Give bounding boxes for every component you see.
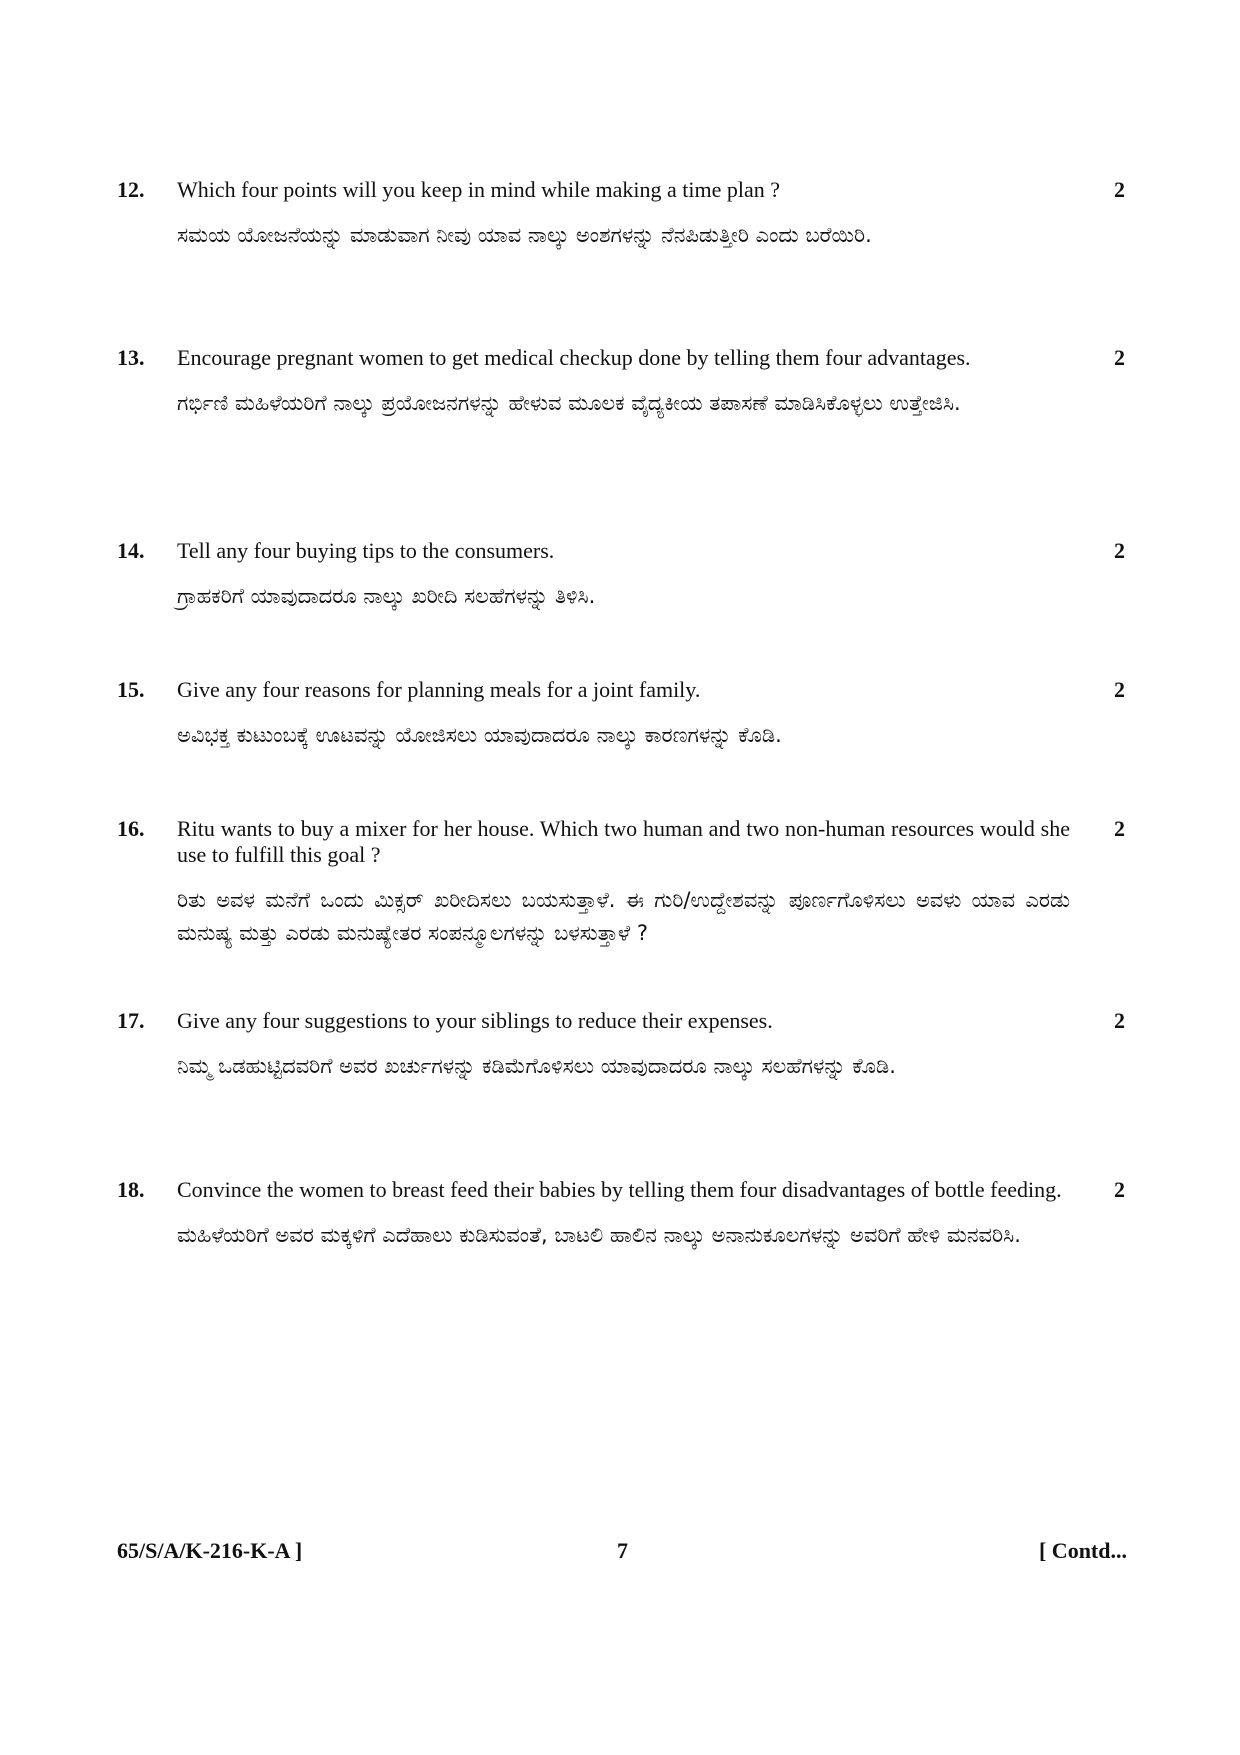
question-marks: 2 (1114, 677, 1125, 702)
question-text-kannada: ರಿತು ಅವಳ ಮನೆಗೆ ಒಂದು ಮಿಕ್ಸರ್ ಖರೀದಿಸಲು ಬಯಸುತ್ತಾಳೆ. ಈ ಗುರಿ/ಉದ್ದೇಶವನ್ನು ಪೂರ್ಣಗೊಳಿಸಲು ಅವಳು ಯಾವ ಎರಡು ಮನುಷ್ಯ ಮತ್ತು ಎರಡು ಮನುಷ್ಯೇತರ ಸಂಪನ್ಮೂಲಗಳನ್ನು ಬಳಸುತ್ತಾಳೆ ? (177, 888, 1070, 945)
question-12 (117, 177, 1127, 252)
question-text-english: Ritu wants to buy a mixer for her house. Which two human and two non-human resources would she use to fulfill this goal ? (177, 816, 1070, 867)
question-text-english: Which four points will you keep in mind while making a time plan ? (177, 177, 781, 202)
question-marks: 2 (1114, 1177, 1125, 1202)
question-text-english: Convince the women to breast feed their babies by telling them four disadvantages of bottle feeding. (177, 1177, 1062, 1202)
question-text-english: Give any four suggestions to your siblings to reduce their expenses. (177, 1008, 773, 1033)
question-14 (117, 538, 1127, 613)
question-number: 14. (117, 538, 145, 563)
question-text-kannada: ನಿಮ್ಮ ಒಡಹುಟ್ಟಿದವರಿಗೆ ಅವರ ಖರ್ಚುಗಳನ್ನು ಕಡಿಮೆಗೊಳಿಸಲು ಯಾವುದಾದರೂ ನಾಲ್ಕು ಸಲಹೆಗಳನ್ನು ಕೊಡಿ. (177, 1054, 896, 1078)
question-marks: 2 (1114, 816, 1125, 841)
question-15 (117, 677, 1127, 752)
question-17 (117, 1008, 1127, 1083)
question-number: 17. (117, 1008, 145, 1033)
question-number: 13. (117, 345, 145, 370)
question-text-kannada: ಸಮಯ ಯೋಜನೆಯನ್ನು ಮಾಡುವಾಗ ನೀವು ಯಾವ ನಾಲ್ಕು ಅಂಶಗಳನ್ನು ನೆನಪಿಡುತ್ತೀರಿ ಎಂದು ಬರೆಯಿರಿ. (177, 223, 872, 247)
question-marks: 2 (1114, 1008, 1125, 1033)
question-text-english: Encourage pregnant women to get medical checkup done by telling them four advantages. (177, 345, 971, 370)
continued-label: [ Contd... (1038, 1538, 1127, 1563)
question-text-english: Give any four reasons for planning meals for a joint family. (177, 677, 701, 702)
question-text-kannada: ಗರ್ಭಿಣಿ ಮಹಿಳೆಯರಿಗೆ ನಾಲ್ಕು ಪ್ರಯೋಜನಗಳನ್ನು ಹೇಳುವ ಮೂಲಕ ವೈದ್ಯಕೀಯ ತಪಾಸಣೆ ಮಾಡಿಸಿಕೊಳ್ಳಲು ಉತ್ತೇಜಿಸಿ. (177, 391, 961, 415)
question-marks: 2 (1114, 345, 1125, 370)
paper-code: 65/S/A/K-216-K-A ] (117, 1538, 303, 1563)
question-number: 15. (117, 677, 145, 702)
question-marks: 2 (1114, 177, 1125, 202)
question-16 (117, 816, 1127, 950)
question-13 (117, 345, 1127, 420)
question-marks: 2 (1114, 538, 1125, 563)
page-footer (117, 1538, 1127, 1568)
question-text-kannada: ಗ್ರಾಹಕರಿಗೆ ಯಾವುದಾದರೂ ನಾಲ್ಕು ಖರೀದಿ ಸಲಹೆಗಳನ್ನು ತಿಳಿಸಿ. (177, 584, 596, 608)
question-text-kannada: ಮಹಿಳೆಯರಿಗೆ ಅವರ ಮಕ್ಕಳಿಗೆ ಎದೆಹಾಲು ಕುಡಿಸುವಂತೆ, ಬಾಟಲಿ ಹಾಲಿನ ನಾಲ್ಕು ಅನಾನುಕೂಲಗಳನ್ನು ಅವರಿಗೆ ಹೇಳಿ ಮನವರಿಸಿ. (177, 1223, 1021, 1247)
page-number: 7 (617, 1538, 628, 1563)
question-number: 12. (117, 177, 145, 202)
question-number: 18. (117, 1177, 145, 1202)
question-18 (117, 1177, 1127, 1252)
question-text-english: Tell any four buying tips to the consumers. (177, 538, 555, 563)
question-text-kannada: ಅವಿಭಕ್ತ ಕುಟುಂಬಕ್ಕೆ ಊಟವನ್ನು ಯೋಜಿಸಲು ಯಾವುದಾದರೂ ನಾಲ್ಕು ಕಾರಣಗಳನ್ನು ಕೊಡಿ. (177, 723, 782, 747)
question-number: 16. (117, 816, 145, 841)
